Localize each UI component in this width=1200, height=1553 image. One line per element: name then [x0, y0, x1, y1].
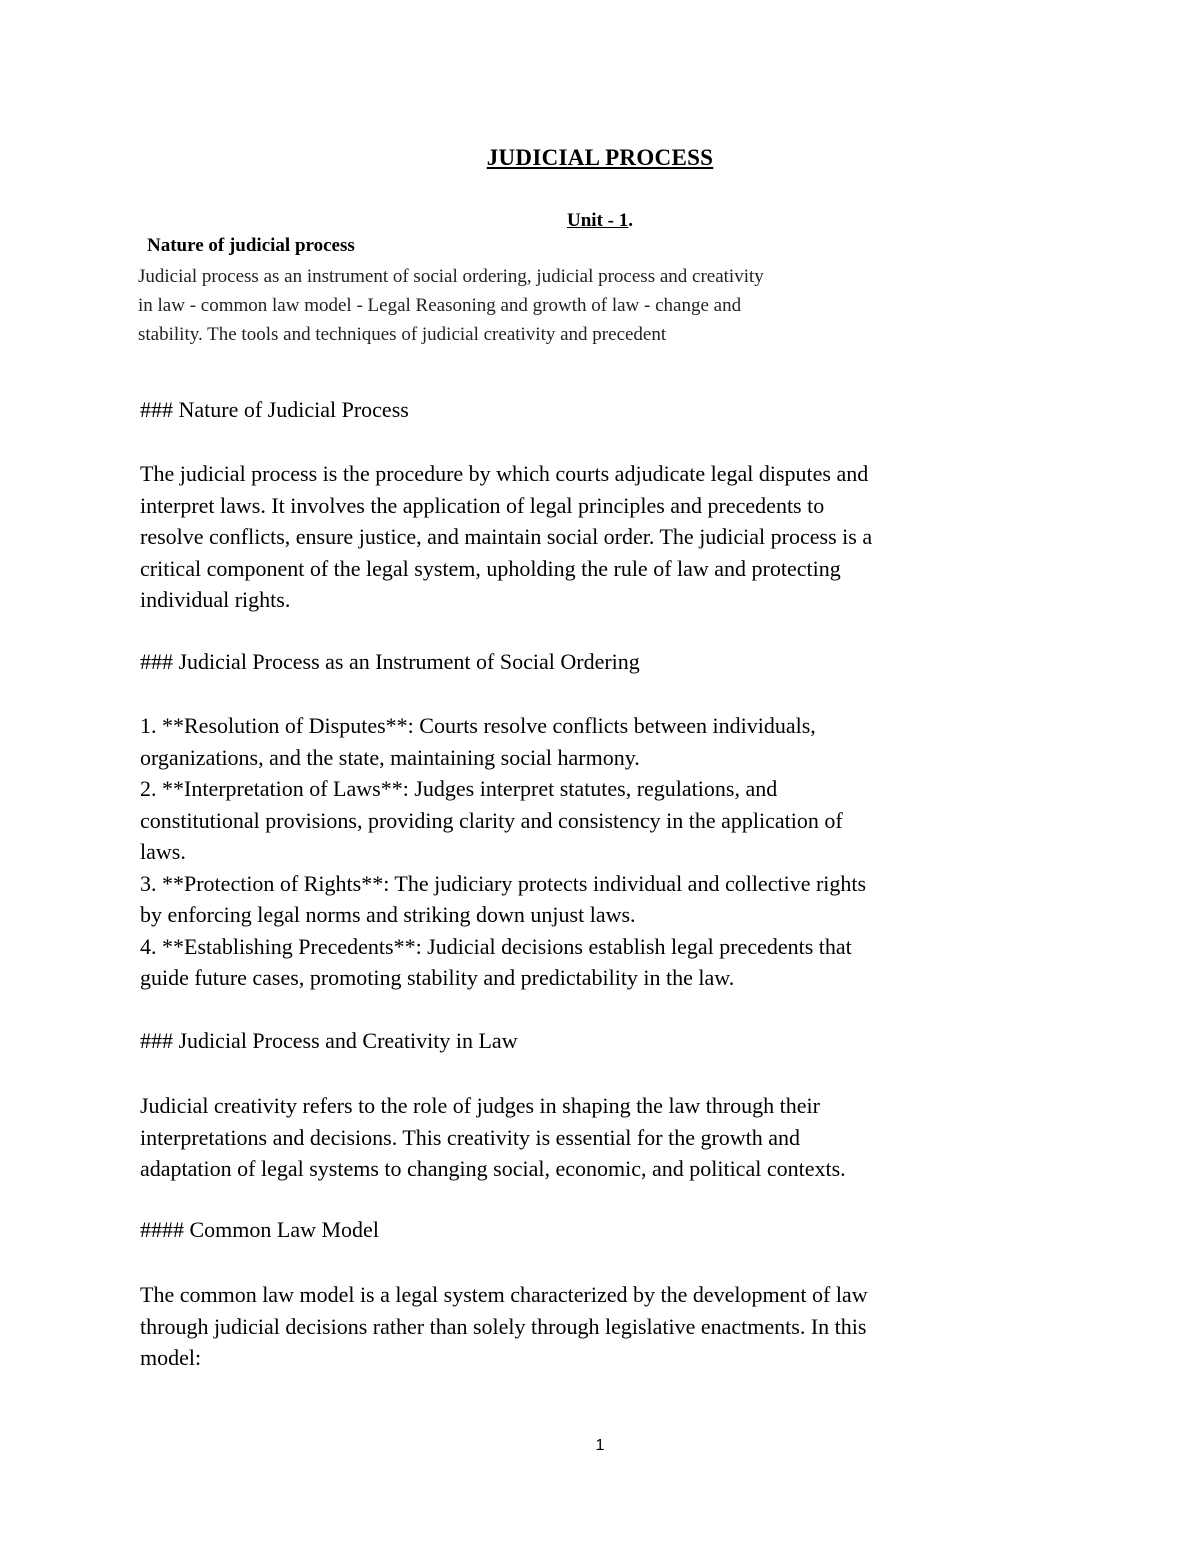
list-line: guide future cases, promoting stability and predictability in the law.: [140, 965, 735, 990]
unit-dot: .: [628, 210, 633, 231]
paragraph-line: adaptation of legal systems to changing social, economic, and political contexts.: [140, 1156, 846, 1181]
list-line: 1. **Resolution of Disputes**: Courts resolve conflicts between individuals,: [140, 713, 816, 738]
list-line: constitutional provisions, providing clarity and consistency in the application of: [140, 807, 843, 833]
section-paragraph-creativity: [140, 1090, 1070, 1185]
paragraph-line: individual rights.: [140, 587, 291, 612]
unit-label: Unit - 1: [567, 210, 629, 231]
list-line: by enforcing legal norms and striking down unjust laws.: [140, 902, 636, 927]
page-number: 1: [595, 1437, 605, 1454]
paragraph-line: through judicial decisions rather than solely through legislative enactments. In this: [140, 1313, 867, 1339]
section-paragraph-common-law: [140, 1279, 1070, 1374]
section-heading-social-ordering: ### Judicial Process as an Instrument of Social Ordering: [140, 649, 640, 674]
paragraph-line: The judicial process is the procedure by which courts adjudicate legal disputes and: [140, 461, 869, 486]
paragraph-line: critical component of the legal system, upholding the rule of law and protecting: [140, 555, 841, 581]
social-ordering-list: [140, 710, 1070, 994]
paragraph-line: resolve conflicts, ensure justice, and maintain social order. The judicial process is a: [140, 524, 873, 549]
list-line: 3. **Protection of Rights**: The judiciary protects individual and collective rights: [140, 870, 867, 896]
section-heading-nature: ### Nature of Judicial Process: [140, 397, 409, 422]
syllabus-heading: Nature of judicial process: [147, 235, 355, 256]
list-line: 2. **Interpretation of Laws**: Judges interpret statutes, regulations, and: [140, 776, 778, 801]
list-line: laws.: [140, 839, 186, 864]
syllabus-text: [138, 262, 938, 349]
unit-heading: [0, 210, 1200, 232]
paragraph-line: interpret laws. It involves the application of legal principles and precedents to: [140, 492, 825, 518]
paragraph-line: Judicial creativity refers to the role of judges in shaping the law through their: [140, 1093, 820, 1118]
section-paragraph-nature: [140, 458, 1070, 616]
list-line: organizations, and the state, maintaining social harmony.: [140, 744, 640, 770]
paragraph-line: The common law model is a legal system characterized by the development of law: [140, 1282, 868, 1307]
section-heading-common-law: #### Common Law Model: [140, 1217, 379, 1242]
document-title: JUDICIAL PROCESS: [486, 145, 714, 170]
list-line: 4. **Establishing Precedents**: Judicial decisions establish legal precedents that: [140, 933, 852, 959]
syllabus-line: stability. The tools and techniques of judicial creativity and precedent: [138, 324, 667, 345]
paragraph-line: model:: [140, 1345, 202, 1370]
paragraph-line: interpretations and decisions. This creativity is essential for the growth and: [140, 1124, 801, 1150]
section-heading-creativity: ### Judicial Process and Creativity in Law: [140, 1028, 518, 1053]
syllabus-line: in law - common law model - Legal Reasoning and growth of law - change and: [138, 295, 742, 316]
syllabus-line: Judicial process as an instrument of social ordering, judicial process and creativity: [138, 266, 764, 287]
